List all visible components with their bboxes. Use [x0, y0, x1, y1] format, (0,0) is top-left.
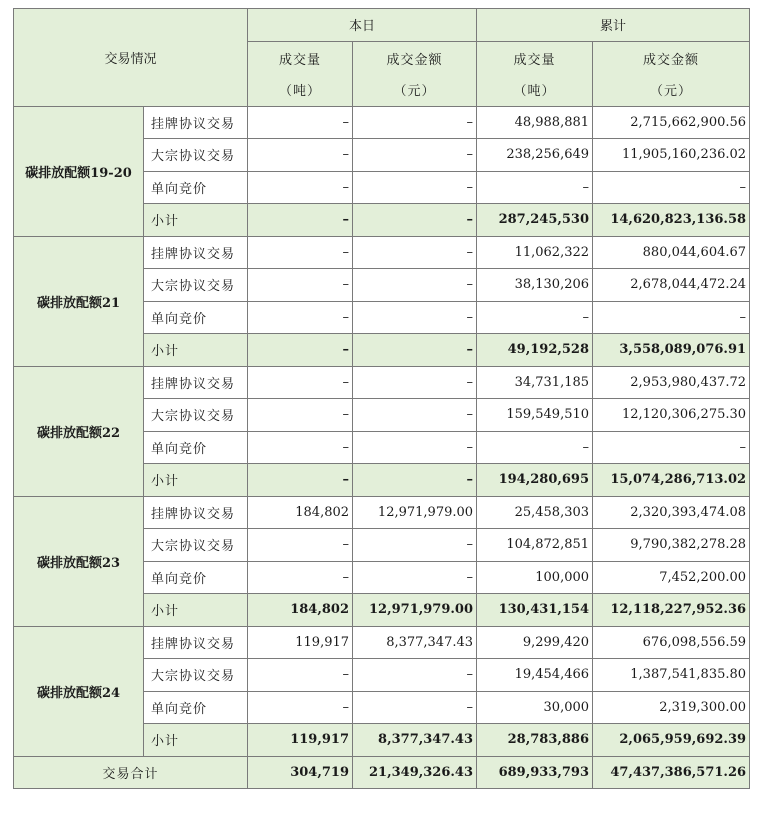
cum-volume-cell: 9,299,420 — [477, 626, 593, 659]
cum-volume-cell: 100,000 — [477, 561, 593, 594]
cum-amount-cell: 2,320,393,474.08 — [593, 496, 750, 529]
today-volume-cell: – — [248, 691, 353, 724]
cum-amount-cell: 15,074,286,713.02 — [593, 464, 750, 497]
header-label: 成交金额 — [386, 52, 443, 68]
cum-volume-cell: 689,933,793 — [477, 756, 593, 789]
cum-volume-cell: 19,454,466 — [477, 659, 593, 692]
trade-type-label: 大宗协议交易 — [144, 139, 248, 172]
header-unit: （元） — [393, 83, 436, 99]
trade-type-label: 挂牌协议交易 — [144, 106, 248, 139]
cum-amount-cell: 2,678,044,472.24 — [593, 269, 750, 302]
today-volume-cell: – — [248, 106, 353, 139]
cum-amount-cell: 2,715,662,900.56 — [593, 106, 750, 139]
today-amount-cell: 12,971,979.00 — [353, 496, 477, 529]
group-label: 碳排放配额23 — [14, 496, 144, 626]
header-unit: （元） — [650, 83, 693, 99]
header-unit: （吨） — [279, 83, 322, 99]
header-label: 成交量 — [279, 52, 322, 68]
today-amount-cell: – — [353, 366, 477, 399]
subtotal-label: 小计 — [144, 724, 248, 757]
today-volume-cell: – — [248, 269, 353, 302]
today-volume-cell: – — [248, 301, 353, 334]
table-row — [14, 496, 750, 529]
today-header: 本日 — [248, 9, 477, 42]
today-amount-cell: – — [353, 204, 477, 237]
today-volume-cell: – — [248, 204, 353, 237]
header-label: 成交金额 — [643, 52, 700, 68]
cum-volume-cell: – — [477, 301, 593, 334]
corner-header: 交易情况 — [14, 9, 248, 107]
cum-volume-cell: 104,872,851 — [477, 529, 593, 562]
cumulative-header: 累计 — [477, 9, 750, 42]
cum-volume-cell: – — [477, 431, 593, 464]
cum-volume-cell: 194,280,695 — [477, 464, 593, 497]
today-volume-cell: – — [248, 561, 353, 594]
today-volume-cell: – — [248, 529, 353, 562]
cum-amount-cell: 2,065,959,692.39 — [593, 724, 750, 757]
total-label: 交易合计 — [14, 756, 248, 789]
cum-amount-cell: – — [593, 171, 750, 204]
today-amount-cell: – — [353, 106, 477, 139]
cum-amount-cell: 14,620,823,136.58 — [593, 204, 750, 237]
cum-amount-cell: 12,120,306,275.30 — [593, 399, 750, 432]
today-volume-cell: – — [248, 171, 353, 204]
cum-amount-cell: 880,044,604.67 — [593, 236, 750, 269]
cum-volume-cell: 49,192,528 — [477, 334, 593, 367]
trade-type-label: 挂牌协议交易 — [144, 626, 248, 659]
cum-volume-header — [477, 41, 593, 106]
trade-type-label: 挂牌协议交易 — [144, 236, 248, 269]
today-volume-header — [248, 41, 353, 106]
today-amount-cell: – — [353, 691, 477, 724]
today-amount-cell: – — [353, 301, 477, 334]
today-amount-cell: – — [353, 399, 477, 432]
total-row — [14, 756, 750, 789]
header-unit: （吨） — [513, 83, 556, 99]
subtotal-label: 小计 — [144, 464, 248, 497]
table-row — [14, 366, 750, 399]
today-amount-cell: – — [353, 464, 477, 497]
today-volume-cell: – — [248, 236, 353, 269]
cum-amount-cell: 12,118,227,952.36 — [593, 594, 750, 627]
today-amount-cell: – — [353, 236, 477, 269]
cum-volume-cell: 11,062,322 — [477, 236, 593, 269]
cum-amount-cell: 2,953,980,437.72 — [593, 366, 750, 399]
today-amount-cell: – — [353, 171, 477, 204]
cum-volume-cell: 25,458,303 — [477, 496, 593, 529]
table-row — [14, 626, 750, 659]
today-volume-cell: 184,802 — [248, 496, 353, 529]
cum-volume-cell: 159,549,510 — [477, 399, 593, 432]
group-label: 碳排放配额22 — [14, 366, 144, 496]
cum-amount-cell: 676,098,556.59 — [593, 626, 750, 659]
today-amount-cell: – — [353, 431, 477, 464]
today-volume-cell: 184,802 — [248, 594, 353, 627]
trade-type-label: 单向竞价 — [144, 301, 248, 334]
cum-amount-cell: 7,452,200.00 — [593, 561, 750, 594]
today-amount-header — [353, 41, 477, 106]
today-amount-cell: – — [353, 334, 477, 367]
cum-amount-cell: 11,905,160,236.02 — [593, 139, 750, 172]
cum-volume-cell: 48,988,881 — [477, 106, 593, 139]
trade-type-label: 大宗协议交易 — [144, 399, 248, 432]
subtotal-label: 小计 — [144, 204, 248, 237]
today-volume-cell: – — [248, 139, 353, 172]
trade-type-label: 挂牌协议交易 — [144, 366, 248, 399]
trade-type-label: 单向竞价 — [144, 171, 248, 204]
cum-volume-cell: 34,731,185 — [477, 366, 593, 399]
cum-volume-cell: 28,783,886 — [477, 724, 593, 757]
trading-summary-table — [13, 8, 750, 789]
table-row — [14, 236, 750, 269]
trade-type-label: 大宗协议交易 — [144, 269, 248, 302]
cum-volume-cell: 130,431,154 — [477, 594, 593, 627]
today-amount-cell: – — [353, 139, 477, 172]
trade-type-label: 单向竞价 — [144, 691, 248, 724]
cum-amount-cell: 2,319,300.00 — [593, 691, 750, 724]
today-amount-cell: – — [353, 659, 477, 692]
today-amount-cell: – — [353, 561, 477, 594]
cum-volume-cell: 38,130,206 — [477, 269, 593, 302]
cum-volume-cell: 30,000 — [477, 691, 593, 724]
trade-type-label: 大宗协议交易 — [144, 529, 248, 562]
today-amount-cell: 8,377,347.43 — [353, 724, 477, 757]
today-amount-cell: 12,971,979.00 — [353, 594, 477, 627]
today-amount-cell: 8,377,347.43 — [353, 626, 477, 659]
cum-amount-cell: – — [593, 431, 750, 464]
trade-type-label: 挂牌协议交易 — [144, 496, 248, 529]
cum-amount-cell: 9,790,382,278.28 — [593, 529, 750, 562]
group-label: 碳排放配额19-20 — [14, 106, 144, 236]
trade-type-label: 大宗协议交易 — [144, 659, 248, 692]
today-volume-cell: 304,719 — [248, 756, 353, 789]
subtotal-label: 小计 — [144, 334, 248, 367]
today-amount-cell: 21,349,326.43 — [353, 756, 477, 789]
today-amount-cell: – — [353, 269, 477, 302]
trade-type-label: 单向竞价 — [144, 561, 248, 594]
group-label: 碳排放配额21 — [14, 236, 144, 366]
today-volume-cell: – — [248, 431, 353, 464]
today-volume-cell: – — [248, 334, 353, 367]
today-volume-cell: – — [248, 659, 353, 692]
cum-amount-header — [593, 41, 750, 106]
today-volume-cell: – — [248, 399, 353, 432]
group-label: 碳排放配额24 — [14, 626, 144, 756]
today-volume-cell: 119,917 — [248, 626, 353, 659]
table-body — [14, 106, 750, 789]
trade-type-label: 单向竞价 — [144, 431, 248, 464]
cum-volume-cell: 238,256,649 — [477, 139, 593, 172]
header-label: 成交量 — [513, 52, 556, 68]
subtotal-label: 小计 — [144, 594, 248, 627]
cum-volume-cell: – — [477, 171, 593, 204]
cum-amount-cell: – — [593, 301, 750, 334]
today-amount-cell: – — [353, 529, 477, 562]
cum-amount-cell: 47,437,386,571.26 — [593, 756, 750, 789]
today-volume-cell: 119,917 — [248, 724, 353, 757]
cum-amount-cell: 3,558,089,076.91 — [593, 334, 750, 367]
today-volume-cell: – — [248, 464, 353, 497]
cum-volume-cell: 287,245,530 — [477, 204, 593, 237]
cum-amount-cell: 1,387,541,835.80 — [593, 659, 750, 692]
today-volume-cell: – — [248, 366, 353, 399]
table-row — [14, 106, 750, 139]
